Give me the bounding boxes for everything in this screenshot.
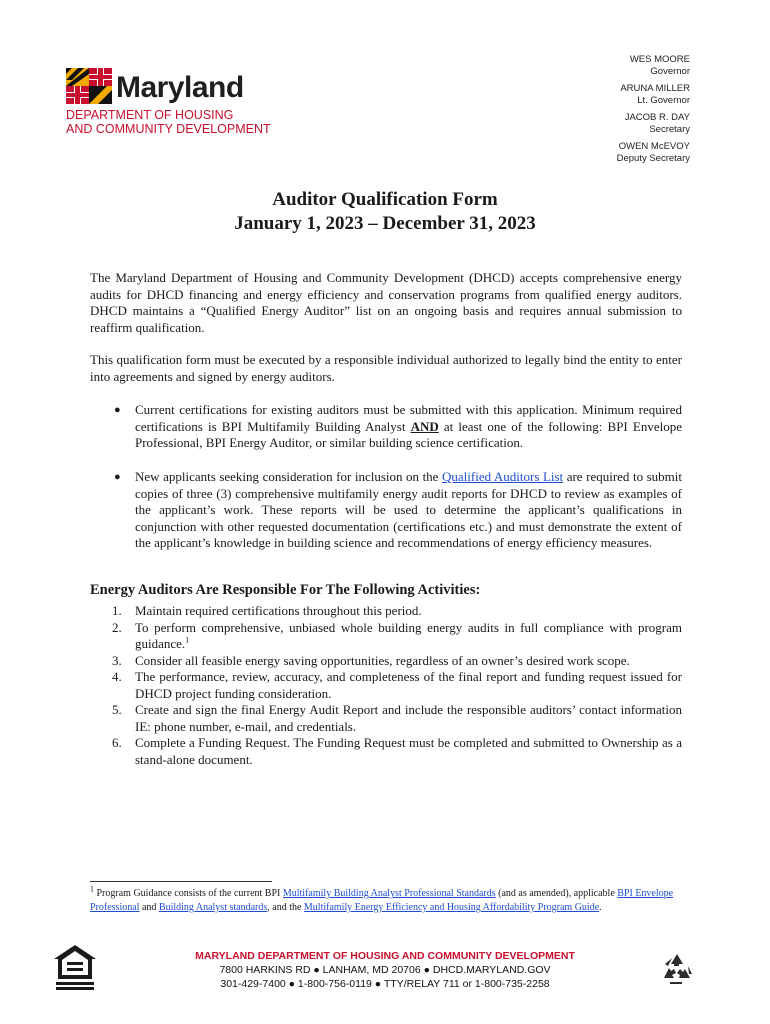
footnote-reference[interactable]: 1	[185, 635, 190, 645]
equal-housing-opportunity-icon	[52, 943, 98, 991]
footnote-text: (and as amended), applicable	[495, 888, 618, 899]
logo-dept-line2: AND COMMUNITY DEVELOPMENT	[66, 122, 271, 136]
logo-department	[66, 108, 306, 136]
bullet-text: New applicants seeking consideration for inclusion on the	[135, 469, 442, 484]
item-number: 5.	[112, 702, 122, 717]
footnote-text: and	[139, 902, 159, 913]
list-item	[90, 402, 682, 452]
item-text: Maintain required certifications throughout this period.	[135, 603, 422, 618]
item-text: The performance, review, accuracy, and completeness of the final report and funding request issued for DHCD project funding consideration.	[135, 669, 682, 701]
list-item	[90, 735, 682, 768]
page-footer	[150, 949, 620, 991]
official-title: Deputy Secretary	[616, 153, 690, 164]
bullet-text: at least one of the following: BPI Envelope Professional, BPI Energy Auditor, or similar building science certification.	[135, 418, 682, 450]
footer-org-name: MARYLAND DEPARTMENT OF HOUSING AND COMMUNITY DEVELOPMENT	[195, 950, 575, 962]
list-item	[90, 702, 682, 735]
envelope-professional-link[interactable]: BPI Envelope Professional	[90, 888, 674, 913]
official-name: WES MOORE	[629, 54, 690, 65]
official-entry	[470, 112, 690, 136]
list-item	[90, 669, 682, 702]
maryland-dhcd-logo	[66, 68, 306, 138]
qualified-auditors-list-link[interactable]: Qualified Auditors List	[442, 469, 564, 484]
official-title: Secretary	[649, 124, 690, 135]
mba-standards-link[interactable]: Multifamily Building Analyst Professional Standards	[282, 888, 496, 899]
page-title	[0, 188, 770, 236]
intro-paragraph: The Maryland Department of Housing and Community Development (DHCD) accepts comprehensive energy audits for DHCD financing and energy efficiency and conservation programs from qualified energy auditors. DHCD maintains a “Qualified Energy Auditor” list on an ongoing basis and requires annual submission to reaffirm qualification.	[90, 270, 682, 335]
footnote-text: , and the	[267, 902, 304, 913]
bullet-new-applicants	[90, 469, 682, 552]
logo-dept-line1: DEPARTMENT OF HOUSING	[66, 108, 234, 122]
responsibilities-list	[90, 603, 682, 768]
item-number: 2.	[112, 619, 122, 635]
program-guide-link[interactable]: Multifamily Energy Efficiency and Housing Affordability Program Guide	[303, 902, 600, 913]
bullet-certifications	[90, 402, 682, 452]
footnote	[90, 884, 682, 915]
bullet-emphasis: AND	[410, 418, 439, 434]
footer-address: 7800 HARKINS RD ● LANHAM, MD 20706 ● DHCD.MARYLAND.GOV	[219, 964, 551, 976]
recycle-icon	[660, 952, 694, 986]
item-text: Consider all feasible energy saving opportunities, regardless of an owner’s desired work scope.	[135, 652, 630, 668]
responsibilities-heading: Energy Auditors Are Responsible For The Following Activities:	[90, 582, 481, 598]
item-number: 4.	[112, 669, 122, 684]
building-analyst-standards-link[interactable]: Building Analyst standards	[158, 902, 268, 913]
officials-list	[470, 54, 690, 170]
item-text: To perform comprehensive, unbiased whole building energy audits in full compliance with program guidance.	[135, 619, 682, 651]
bullet-text: are required to submit copies of three (3) comprehensive multifamily energy audit reports for DHCD to review as examples of the applicant’s work. These reports will be used to determine the applicant’s qualifications in conjunction with other requested documentation (certifications etc.) and must demonstrate the extent of the applicant’s knowledge in building science and recommendations of energy efficiency measures.	[135, 469, 683, 550]
list-item	[90, 603, 682, 620]
official-name: ARUNA MILLER	[620, 83, 690, 94]
title-line1: Auditor Qualification Form	[272, 189, 498, 210]
item-text: Complete a Funding Request. The Funding Request must be completed and submitted to Ownership as a stand-alone document.	[135, 735, 682, 767]
item-number: 3.	[112, 652, 122, 668]
bullet-icon: ●	[114, 471, 121, 483]
official-name: OWEN McEVOY	[618, 141, 690, 152]
item-number: 6.	[112, 735, 122, 750]
footer-phones: 301-429-7400 ● 1-800-756-0119 ● TTY/RELAY 711 or 1-800-735-2258	[220, 978, 550, 990]
official-entry	[470, 54, 690, 78]
list-item	[90, 469, 682, 552]
title-date-range: January 1, 2023 – December 31, 2023	[234, 213, 536, 234]
bullet-icon: ●	[114, 404, 121, 416]
footnote-text: Program Guidance consists of the current BPI	[94, 888, 283, 899]
list-item	[90, 653, 682, 670]
item-number: 1.	[112, 603, 122, 618]
logo-wordmark: Maryland	[116, 71, 244, 104]
list-item	[90, 620, 682, 653]
official-entry	[470, 83, 690, 107]
official-title: Governor	[650, 66, 690, 77]
official-name: JACOB R. DAY	[624, 112, 690, 123]
maryland-flag-icon	[66, 68, 112, 104]
footnote-marker: 1	[90, 884, 94, 894]
item-text: Create and sign the final Energy Audit Report and include the responsible auditors’ contact information IE: phone number, e-mail, and credentials.	[135, 702, 682, 734]
bullet-text: Current certifications for existing auditors must be submitted with this application. Minimum required certifications is BPI Multifamily Building Analyst	[135, 402, 682, 434]
official-entry	[470, 141, 690, 165]
footnote-text: .	[599, 902, 602, 913]
execution-paragraph: This qualification form must be executed by a responsible individual authorized to legally bind the entity to enter into agreements and signed by energy auditors.	[90, 352, 682, 384]
footnote-divider	[90, 881, 272, 882]
official-title: Lt. Governor	[637, 95, 690, 106]
